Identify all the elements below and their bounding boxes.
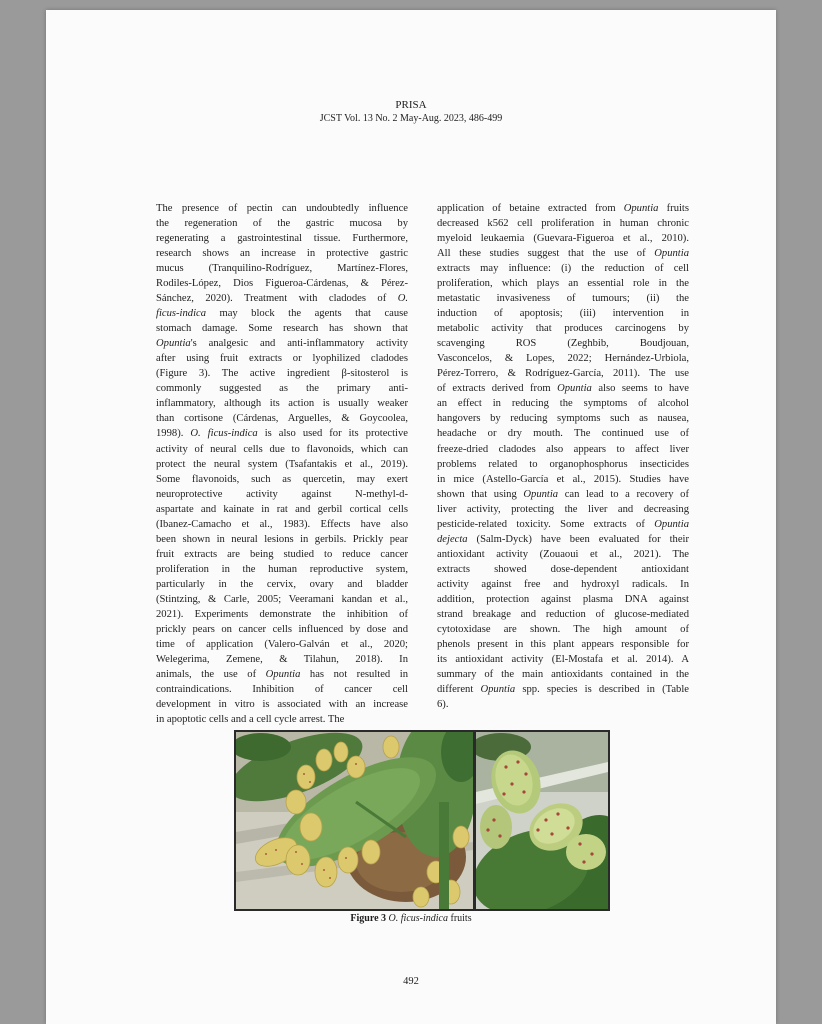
text-line: ficus-indica may block the agents that cause [156,308,408,320]
text-line: activity against free and hydroxyl radicals. In [437,578,689,590]
text-line: stomach damage. Some research has shown that [156,323,408,335]
text-line: scavenging ROS (Zeghbib, Boudjouan, [437,338,689,350]
text-line: Pérez-Torrero, & Rodríguez-García, 2011). The use [437,368,689,380]
text-line: application of betaine extracted from Opuntia fruits [437,203,689,214]
text-line: All these studies suggest that the use of Opuntia [437,248,689,260]
cactus-photo-left [236,732,473,909]
text-line: time of application (Valero-Galván et al., 2020; [156,638,408,650]
page-number: 492 [403,976,419,987]
figure-suffix: fruits [450,913,472,924]
text-line: been shown in neural lesions in gerbils. Prickly pear [156,533,408,545]
text-line: addition, protection against plasma DNA against [437,593,689,605]
text-line: in apoptotic cells and a cell cycle arrest. The [156,714,345,726]
text-line: The presence of pectin can undoubtedly influence [156,203,408,214]
text-line: extracts showed dose-dependent antioxidant [437,563,689,575]
right-text-column [437,201,689,712]
text-line: freeze-dried cladodes also appears to affect liver [437,443,689,455]
text-line: contraindications. Inhibition of cancer cell [156,684,408,695]
text-line: 2021). Experiments demonstrate the inhibition of [156,608,408,620]
journal-citation: JCST Vol. 13 No. 2 May-Aug. 2023, 486-499 [319,113,503,124]
text-line: Some flavonoids, such as quercetin, may exert [156,473,408,485]
figure-label: Figure 3 [350,913,387,924]
figure-3-photos [234,730,610,911]
text-line: 1998). O. ficus-indica is also used for its protective [156,428,409,440]
text-line: of extracts derived from Opuntia also seems to have [437,383,689,395]
text-line: (Figure 3). The active ingredient β-sitosterol is [156,368,408,380]
text-line: (Ibanez-Camacho et al., 1983). Effects have also [156,518,408,530]
text-line: induction of apoptosis; (iii) intervention in [437,308,689,320]
text-line: than cortisone (Cárdenas, Arguelles, & Goycoolea, [156,413,408,425]
text-line: protect the neural system (Tsafantakis et al., 2019). [156,458,408,470]
text-line: 6). [437,699,449,711]
text-line: liver activity, protecting the liver and decreasing [437,503,689,515]
text-line: after using fruit extracts or lyophilized cladodes [156,353,408,365]
text-line: research shows an increase in protective gastric [156,248,408,260]
text-line: myeloid leukaemia (Guevara-Figueroa et al., 2010). [437,233,689,245]
text-line: Welegerima, Zemene, & Tilahun, 2018). In [156,653,408,665]
text-line: metastatic invasiveness of tumours; (ii) the [437,293,689,305]
text-line: hangovers by reducing symptoms such as nausea, [437,413,689,425]
text-line: Rodiles-López, Dios Figueroa-Cárdenas, & Pérez- [156,278,408,290]
cactus-photo-right [476,732,608,909]
text-line: extracts may influence: (i) the reduction of cell [437,263,689,275]
text-line: problems related to organophosphorus insecticides [437,458,689,470]
text-line: (Stintzing, & Carle, 2005; Veeramani kandan et al., [156,593,408,605]
text-line: development in vitro is associated with an increase [156,699,408,711]
text-line: strand breakage and reduction of glucose-mediated [437,608,689,620]
running-header [46,98,776,126]
header-title: PRISA [395,99,427,111]
text-line: commonly suggested as the primary anti- [156,383,408,395]
text-line: summary of the main antioxidants contained in the [437,668,689,680]
text-line: an effect in reducing the symptoms of alcohol [437,398,689,410]
text-line: prickly pears on cancer cells influenced by dose and [156,623,408,635]
figure-species: O. ficus-indica [388,913,448,924]
text-line: mucus (Tranquilino-Rodríguez, Martínez-Flores, [156,263,408,275]
text-line: neuroprotective activity against N-methyl-d- [156,488,408,500]
left-text-column [156,201,408,727]
text-line: shown that using Opuntia can lead to a recovery of [437,488,689,500]
text-line: the regeneration of the gastric mucosa by [156,218,408,230]
text-line: animals, the use of Opuntia has not resulted in [156,668,408,680]
text-line: antioxidant activity (Zouaoui et al., 2021). The [437,548,689,560]
text-line: Sánchez, 2020). Treatment with cladodes of O. [156,293,408,305]
text-line: cytotoxidase are shown. The high amount of [437,623,689,635]
figure-caption [46,913,776,924]
text-line: regenerating a gastrointestinal tissue. Furthermore, [156,233,408,245]
text-line: proliferation, which plays an essential role in the [437,278,689,290]
text-line: dejecta (Salm-Dyck) have been evaluated for their [437,533,689,545]
text-line: Vasconcelos, & Lopes, 2022; Hernández-Urbiola, [437,353,689,365]
text-line: metabolic activity that produces carcinogens by [437,323,689,335]
text-line: particularly in the cervix, ovary and bladder [156,578,408,590]
text-line: activity of neural cells due to flavonoids, which can [156,443,408,455]
text-line: decreased k562 cell proliferation in human chronic [437,218,689,230]
text-line: pesticide-related toxicity. Some extracts of Opuntia [437,518,689,530]
text-line: in mice (Astello-García et al., 2015). Studies have [437,473,689,485]
text-line: fruit extracts are being studied to reduce cancer [156,548,408,560]
text-line: its antioxidant activity (El-Mostafa et al. 2014). A [437,653,689,665]
text-line: phenols present in this plant appears responsible for [437,638,689,650]
text-line: aspartate and kainate in rat and gerbil cortical cells [156,503,408,515]
document-page [46,10,776,1024]
text-line: proliferation in the human reproductive system, [156,563,408,575]
text-line: inflammatory, although its action is usually weaker [156,398,408,410]
text-line: Opuntia's analgesic and anti-inflammatory activity [156,338,408,350]
text-line: different Opuntia spp. species is described in (Table [437,684,689,695]
text-line: headache or dry mouth. The continued use of [437,428,689,440]
